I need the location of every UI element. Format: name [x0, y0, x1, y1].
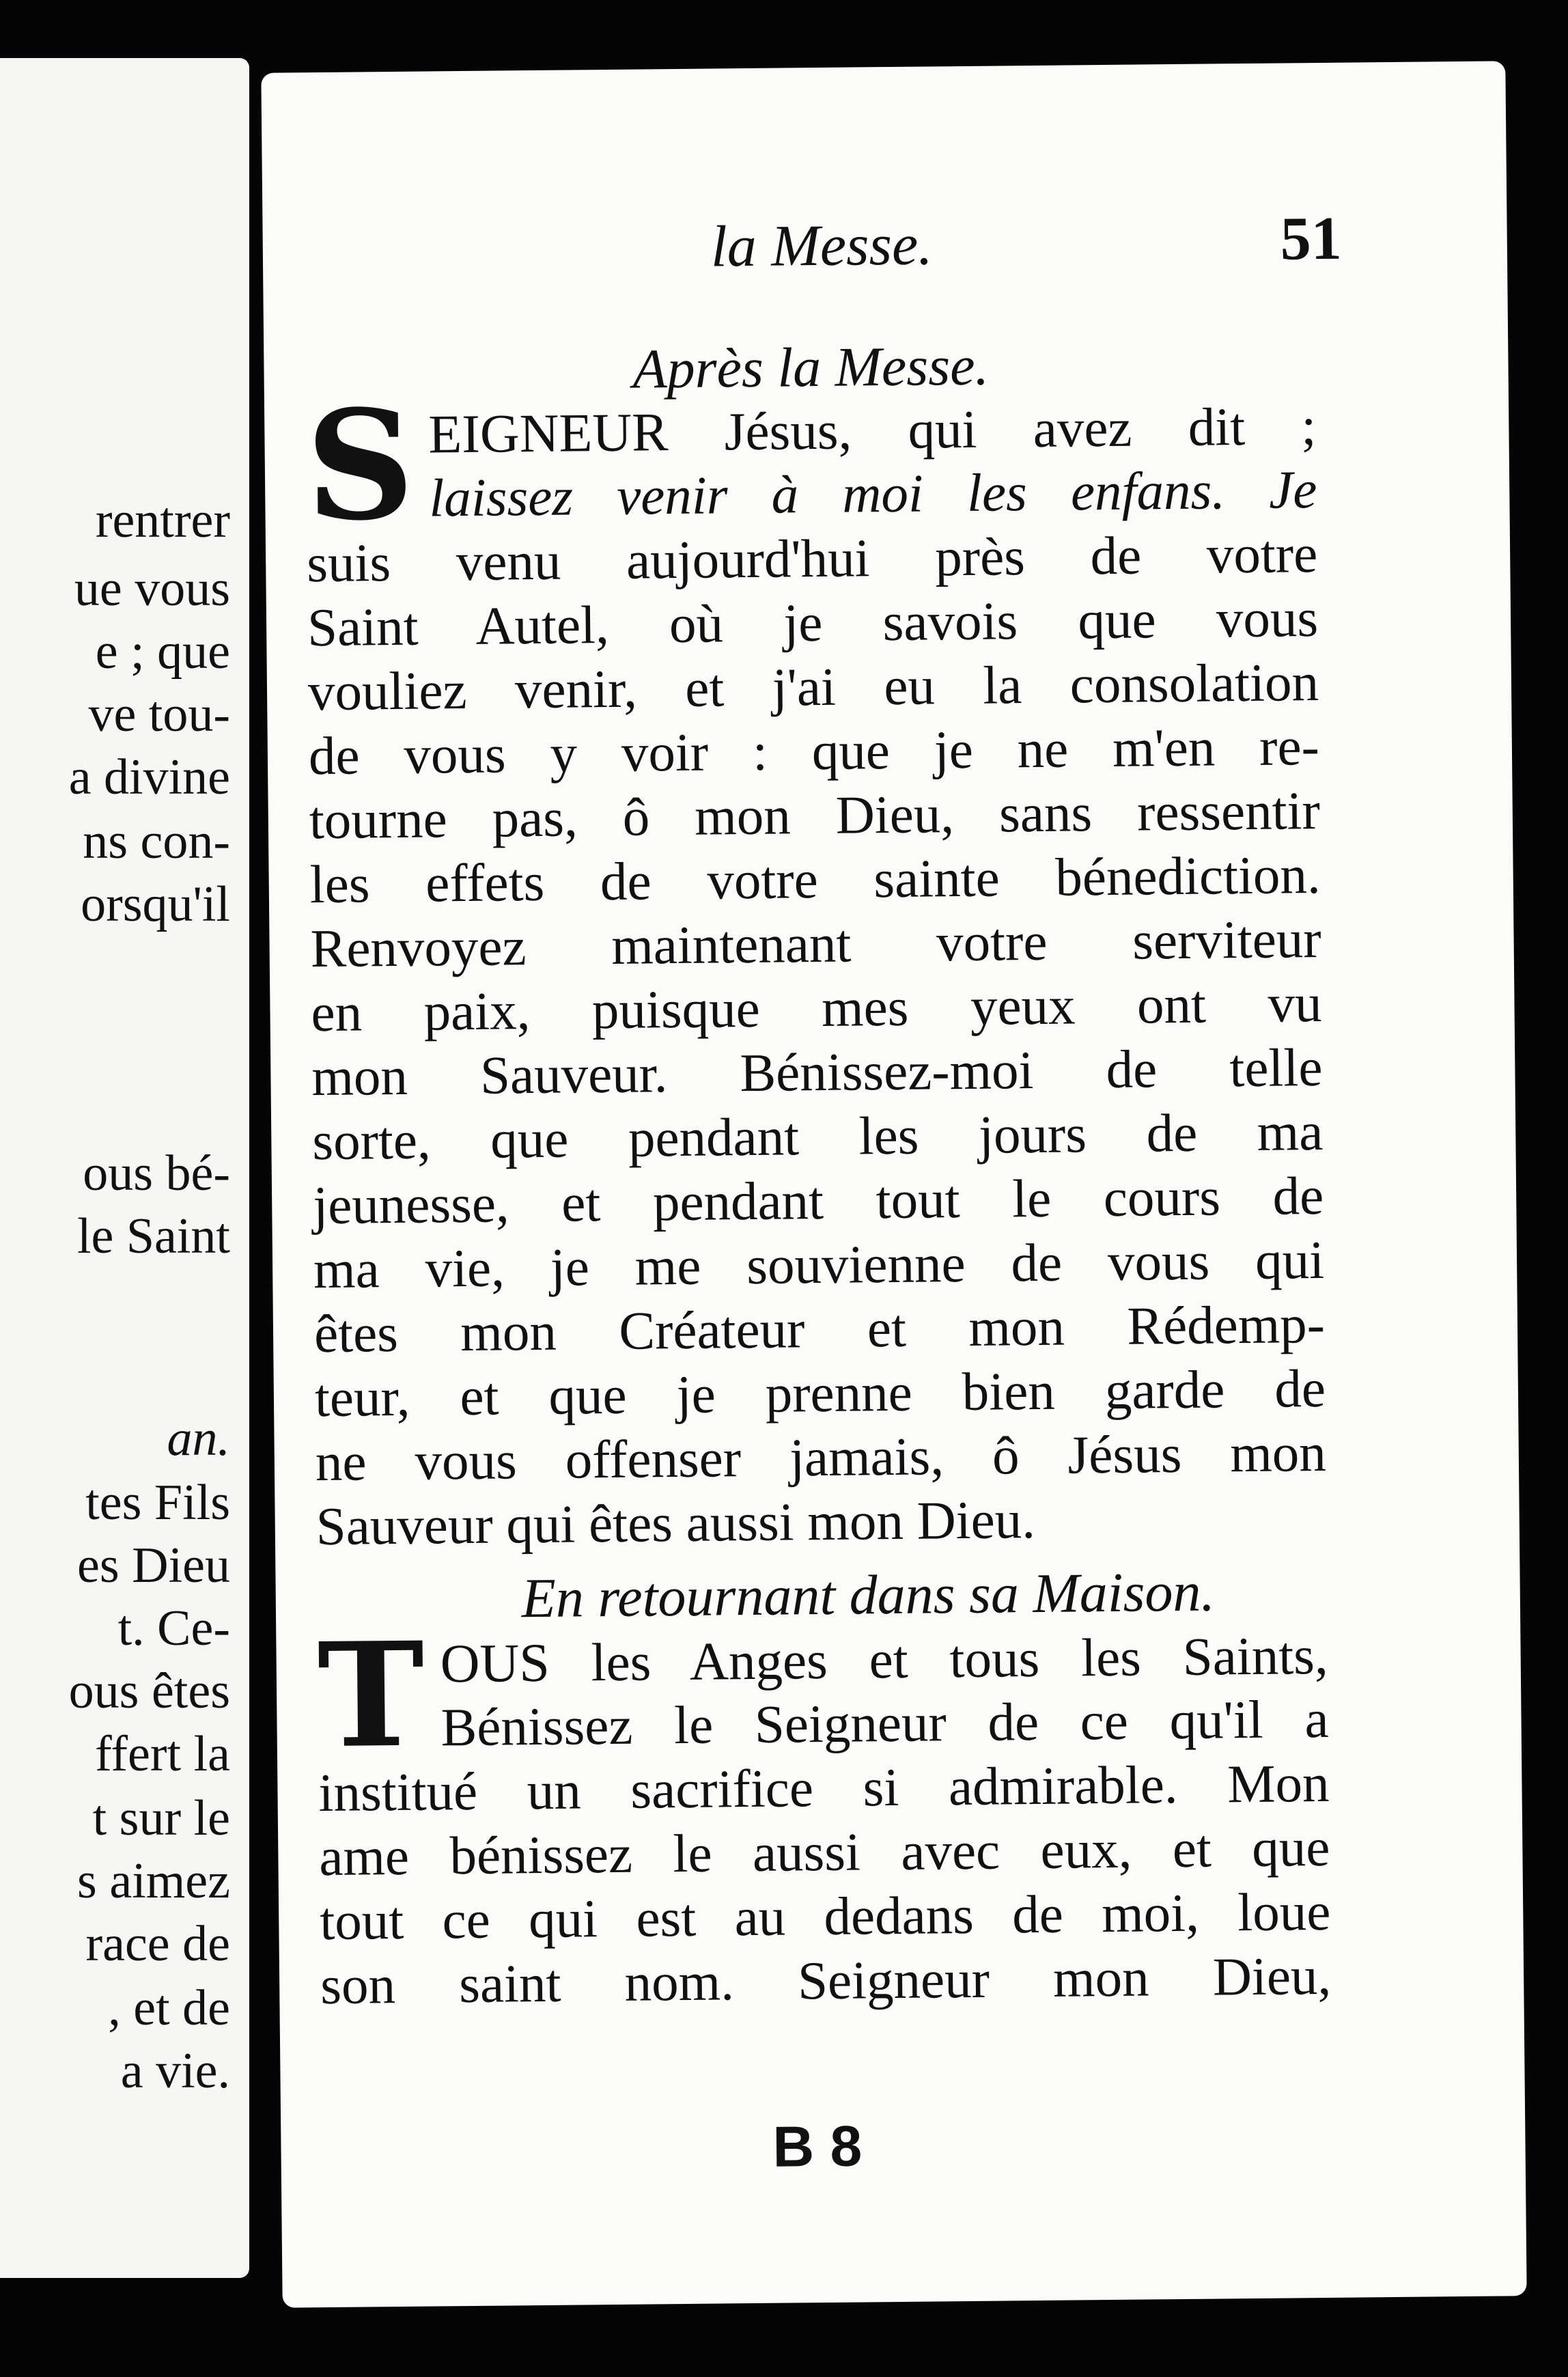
left-page-line: tes Fils: [85, 1475, 230, 1531]
left-page-line: ous êtes: [68, 1663, 230, 1719]
paragraph-line: mon Sauveur. Bénissez-moi de telle: [311, 1038, 1323, 1108]
paragraph-line: Saint Autel, où je savois que vous: [307, 589, 1319, 658]
left-page-line: ue vous: [74, 561, 230, 617]
paragraph-line: ne vous offenser jamais, ô Jésus mon: [315, 1423, 1327, 1493]
paragraph-line: teur, et que je prenne bien garde de: [314, 1359, 1326, 1429]
paragraph-line: de vous y voir : que je ne m'en re-: [308, 717, 1320, 787]
paragraph-line: tout ce qui est au dedans de moi, loue: [319, 1882, 1331, 1952]
right-page: [261, 61, 1526, 2307]
paragraph-line-text: Jésus, qui avez dit ;: [668, 397, 1317, 463]
section-heading-apres-la-messe: Après la Messe.: [632, 334, 990, 400]
paragraph-line: vouliez venir, et j'ai eu la consolation: [307, 652, 1319, 723]
left-page-line: t sur le: [92, 1790, 230, 1846]
paragraph-line: Sauveur qui êtes aussi mon Dieu.: [316, 1490, 1036, 1557]
left-page-line: ns con-: [83, 814, 230, 870]
running-header: la Messe.: [710, 211, 934, 279]
left-page-line: a vie.: [120, 2043, 230, 2099]
left-page-line: ve tou-: [88, 686, 230, 742]
paragraph-line-text: les Anges et tous les Saints,: [549, 1626, 1329, 1693]
paragraph-line: sorte, que pendant les jours de ma: [311, 1102, 1324, 1172]
left-page-line: an.: [167, 1410, 230, 1466]
left-page-line: le Saint: [76, 1208, 230, 1264]
paragraph-line: [428, 397, 1317, 465]
left-page-line: rentrer: [95, 492, 230, 548]
left-page-line: ous bé-: [83, 1145, 230, 1201]
paragraph-line: suis venu aujourd'hui près de votre: [306, 525, 1318, 594]
left-page-line: orsqu'il: [81, 876, 230, 932]
paragraph-line: tourne pas, ô mon Dieu, sans ressentir: [309, 781, 1321, 851]
signature-mark: B 8: [772, 2113, 863, 2179]
left-page: [0, 58, 249, 2278]
paragraph-line: les effets de votre sainte bénediction.: [309, 845, 1321, 915]
left-page-line: t. Ce-: [117, 1600, 230, 1656]
paragraph-line: en paix, puisque mes yeux ont vu: [311, 973, 1322, 1044]
paragraph-line: institué un sacrifice si admirable. Mon: [318, 1753, 1330, 1824]
paragraph-line: son saint nom. Seigneur mon Dieu,: [320, 1946, 1332, 2016]
page-number: 51: [1280, 204, 1343, 273]
left-page-line: ffert la: [95, 1726, 230, 1782]
paragraph-line: laissez venir à moi les enfans. Je: [428, 460, 1317, 529]
drop-cap: T: [316, 1610, 425, 1781]
left-page-line: , et de: [108, 1980, 230, 2036]
paragraph-line: Bénissez le Seigneur de ce qu'il a: [440, 1689, 1329, 1758]
left-page-line: a divine: [68, 749, 230, 805]
left-page-line: s aimez: [77, 1853, 230, 1909]
small-caps-word: OUS: [440, 1632, 550, 1695]
drop-cap: S: [305, 376, 415, 555]
paragraph-line: jeunesse, et pendant tout le cours de: [312, 1166, 1324, 1236]
paragraph-line: êtes mon Créateur et mon Rédemp-: [313, 1294, 1326, 1365]
small-caps-word: EIGNEUR: [428, 402, 669, 465]
left-page-line: e ; que: [95, 624, 230, 680]
paragraph-line: ma vie, je me souvienne de vous qui: [313, 1230, 1325, 1301]
paragraph-line: [440, 1626, 1329, 1695]
paragraph-line: ame bénissez le aussi avec eux, et que: [319, 1818, 1330, 1888]
left-page-line: race de: [85, 1916, 230, 1972]
paragraph-line: Renvoyez maintenant votre serviteur: [310, 909, 1322, 979]
section-heading-en-retournant: En retournant dans sa Maison.: [521, 1560, 1216, 1630]
left-page-line: es Dieu: [77, 1538, 230, 1594]
